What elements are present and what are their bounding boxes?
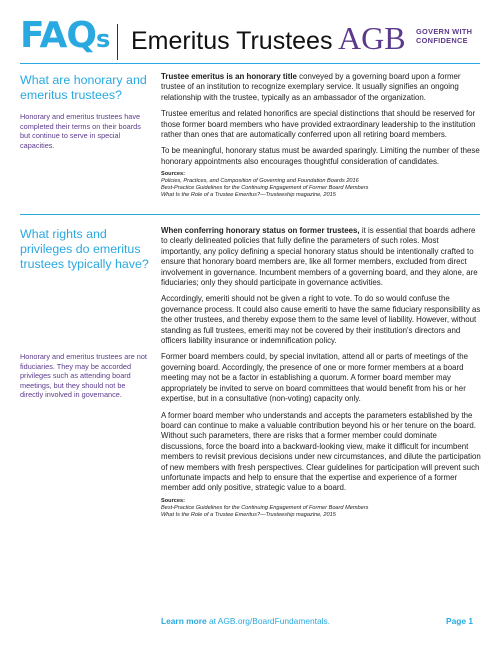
answer-lead: Trustee emeritus is an honorary title [161, 72, 297, 81]
agb-tagline-line-2: CONFIDENCE [416, 36, 468, 45]
answer-paragraph: Trustee emeritus and related honorifics are special distinctions that should be reserved for those former board members who have provided extraordinary leadership to the institution rather than ones that are automatically conferred upon all retiring board members. [161, 109, 476, 140]
answer-paragraph: Former board members could, by special invitation, attend all or parts of meetings of the governing board. Accordingly, the presence of one or more former members at a board meeting may not be a factor in establishing a quorum. A former board member may appropriately be invited to serve on board committees that would benefit from his or her expertise, but in a consultative (non-voting) capacity only. [161, 352, 469, 404]
answer-text: it is essential that boards adhere to clearly delineated policies that fully define the parameters of such roles. Most importantly, any policy defining a special honorary status should be intentionally crafted to ensure that honorary board members are, like all former members, excluded from direct involvement in governance. Incumbent members of a governing board, and they alone, are fiduciaries; only they should participate in governance activities. [161, 226, 478, 288]
answer-paragraph: Accordingly, emeriti should not be given a right to vote. To do so would confuse the governance process. It could also cause emeriti to have the same fiduciary responsibility as the other trustees, and thereby expose them to the same level of liability. However, without standing as full trustees, emeriti may not be covered by their institution's directors and officers liability insurance or indemnification policy. [161, 294, 481, 346]
source-citation: Policies, Practices, and Composition of Governing and Foundation Boards 2016 [161, 178, 359, 185]
faqs-logo-suffix: s [95, 25, 111, 53]
answer-lead: When conferring honorary status on former trustees, [161, 226, 360, 235]
sources-block [161, 171, 481, 199]
page-number: Page 1 [446, 616, 474, 626]
page-title: Emeritus Trustees [131, 27, 333, 55]
learn-more-lead: Learn more [161, 616, 207, 626]
source-citation: What Is the Role of a Trustee Emeritus?—Trusteeship magazine, 2015 [161, 511, 336, 518]
answer-paragraph: A former board member who understands and accepts the parameters established by the board can continue to make a valuable contribution beyond his or her tenure on the board. Without such parameters, there are risks that a former member could dominate discussions, force the board into a backward-looking view, make it difficult for incumbent members to revisit previous decisions under new circumstances, and dilute the participation of new members with fresh perspectives. Clear guidelines for participation will prevent such unfortunate impacts and help to ensure that the expertise and experience of a former member add only positive, strategic value to a board. [161, 410, 481, 493]
answer-paragraph [161, 72, 481, 103]
question-heading: What are honorary and emeritus trustees? [20, 73, 147, 102]
agb-logo: AGB [338, 20, 406, 56]
source-citation: Best-Practice Guidelines for the Continuing Engagement of Former Board Members [161, 185, 369, 192]
section-divider [20, 214, 480, 215]
sidebar-note: Honorary and emeritus trustees have completed their terms on their boards but continue to serve in special capacities. [20, 112, 141, 150]
section-divider [20, 63, 480, 64]
faqs-logo-main: FAQ [20, 15, 96, 56]
answer-paragraph: To be meaningful, honorary status must be awarded sparingly. Limiting the number of these honorary appointments also encourages thoughtful consideration of candidates. [161, 146, 480, 166]
header-divider [117, 24, 118, 60]
sources-label: Sources: [161, 171, 185, 178]
answer-paragraph [161, 226, 481, 288]
answer-body [161, 72, 481, 199]
sources-label: Sources: [161, 497, 185, 504]
source-citation: What Is the Role of a Trustee Emeritus?—Trusteeship magazine, 2015 [161, 192, 336, 199]
answer-body [161, 226, 481, 519]
agb-tagline [416, 27, 486, 45]
learn-more-link[interactable] [161, 616, 330, 626]
answer-text: conveyed by a governing board upon a former trustee of an institution to recognize exemplary service. It usually signifies an ongoing relationship with the trustee, typically as an ambassador of the organization. [161, 72, 461, 102]
faqs-logo [20, 16, 110, 59]
learn-more-url: at AGB.org/BoardFundamentals. [206, 616, 330, 626]
sidebar-note: Honorary and emeritus trustees are not fiduciaries. They may be accorded privileges such as attending board meetings, but they should not be directly involved in governance. [20, 352, 147, 399]
source-citation: Best-Practice Guidelines for the Continuing Engagement of Former Board Members [161, 504, 369, 511]
sources-block [161, 498, 481, 519]
agb-tagline-line-1: GOVERN WITH [416, 27, 473, 36]
question-heading: What rights and privileges do emeritus trustees typically have? [20, 227, 149, 271]
